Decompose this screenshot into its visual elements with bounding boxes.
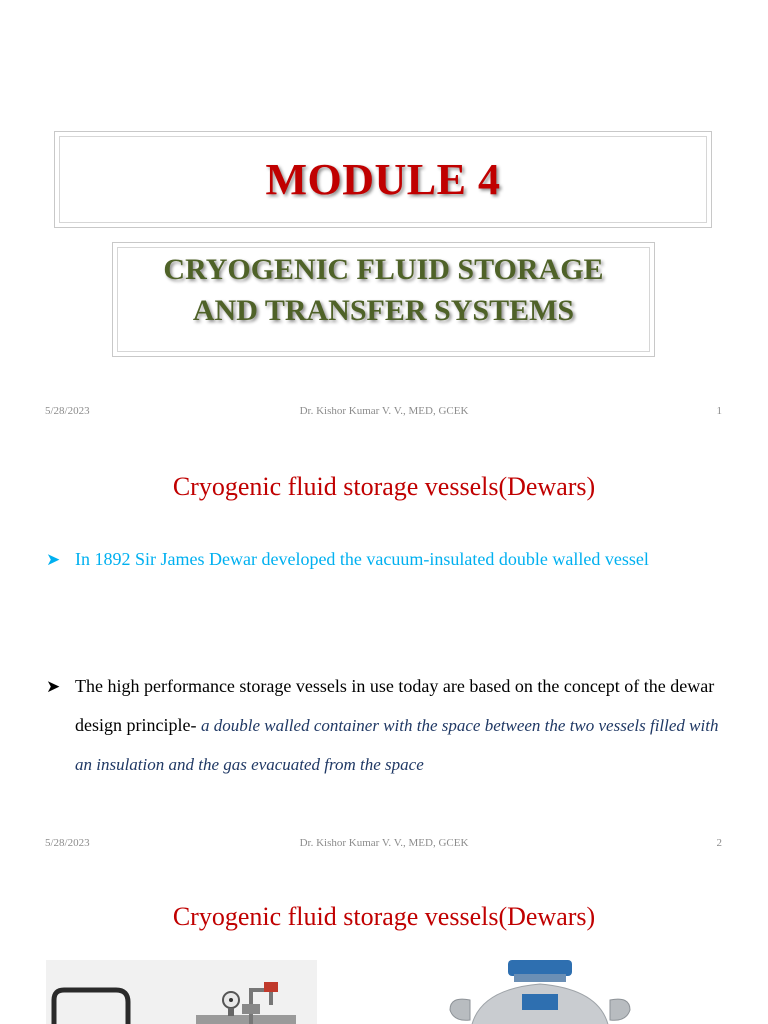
footer-author: Dr. Kishor Kumar V. V., MED, GCEK: [299, 837, 469, 849]
footer-date: 5/28/2023: [45, 405, 90, 417]
bullet-text-1: In 1892 Sir James Dewar developed the vacuum-insulated double walled vessel: [75, 549, 649, 569]
footer-date: 5/28/2023: [45, 837, 90, 849]
module-title-box: [54, 131, 712, 228]
slide-2: [0, 432, 768, 864]
bullet-item-1: [46, 540, 726, 579]
subtitle-box: [112, 242, 655, 357]
dewar-cart-photo: [46, 960, 317, 1024]
bullet-text-2-emphasis: a double walled container with the space between the two vessels filled with an insulation and the gas evacuated from the space: [75, 716, 719, 774]
bullet-item-2: [46, 667, 726, 784]
subtitle-line-1: CRYOGENIC FLUID STORAGE: [163, 253, 604, 286]
slide-heading: Cryogenic fluid storage vessels(Dewars): [172, 902, 596, 931]
bullet-text-2: [75, 667, 726, 784]
arrow-bullet-icon: ➤: [46, 550, 61, 569]
arrow-bullet-icon: ➤: [46, 677, 61, 696]
footer-page-number: 1: [716, 405, 722, 417]
footer-page-number: 2: [716, 837, 722, 849]
subtitle-line-2: AND TRANSFER SYSTEMS: [192, 294, 575, 327]
footer-author: Dr. Kishor Kumar V. V., MED, GCEK: [299, 405, 469, 417]
slide-heading: Cryogenic fluid storage vessels(Dewars): [172, 472, 596, 501]
dewar-cart-illustration: [46, 960, 317, 1024]
slide-1: [0, 0, 768, 432]
slide-3: [0, 864, 768, 1024]
dewar-vessel-photo: [440, 960, 640, 1024]
bullet-text-2-plain: The high performance storage vessels in use today are based on the concept of the dewar design principle-: [75, 676, 715, 735]
module-title: MODULE 4: [265, 155, 501, 204]
dewar-vessel-illustration: [440, 960, 640, 1024]
